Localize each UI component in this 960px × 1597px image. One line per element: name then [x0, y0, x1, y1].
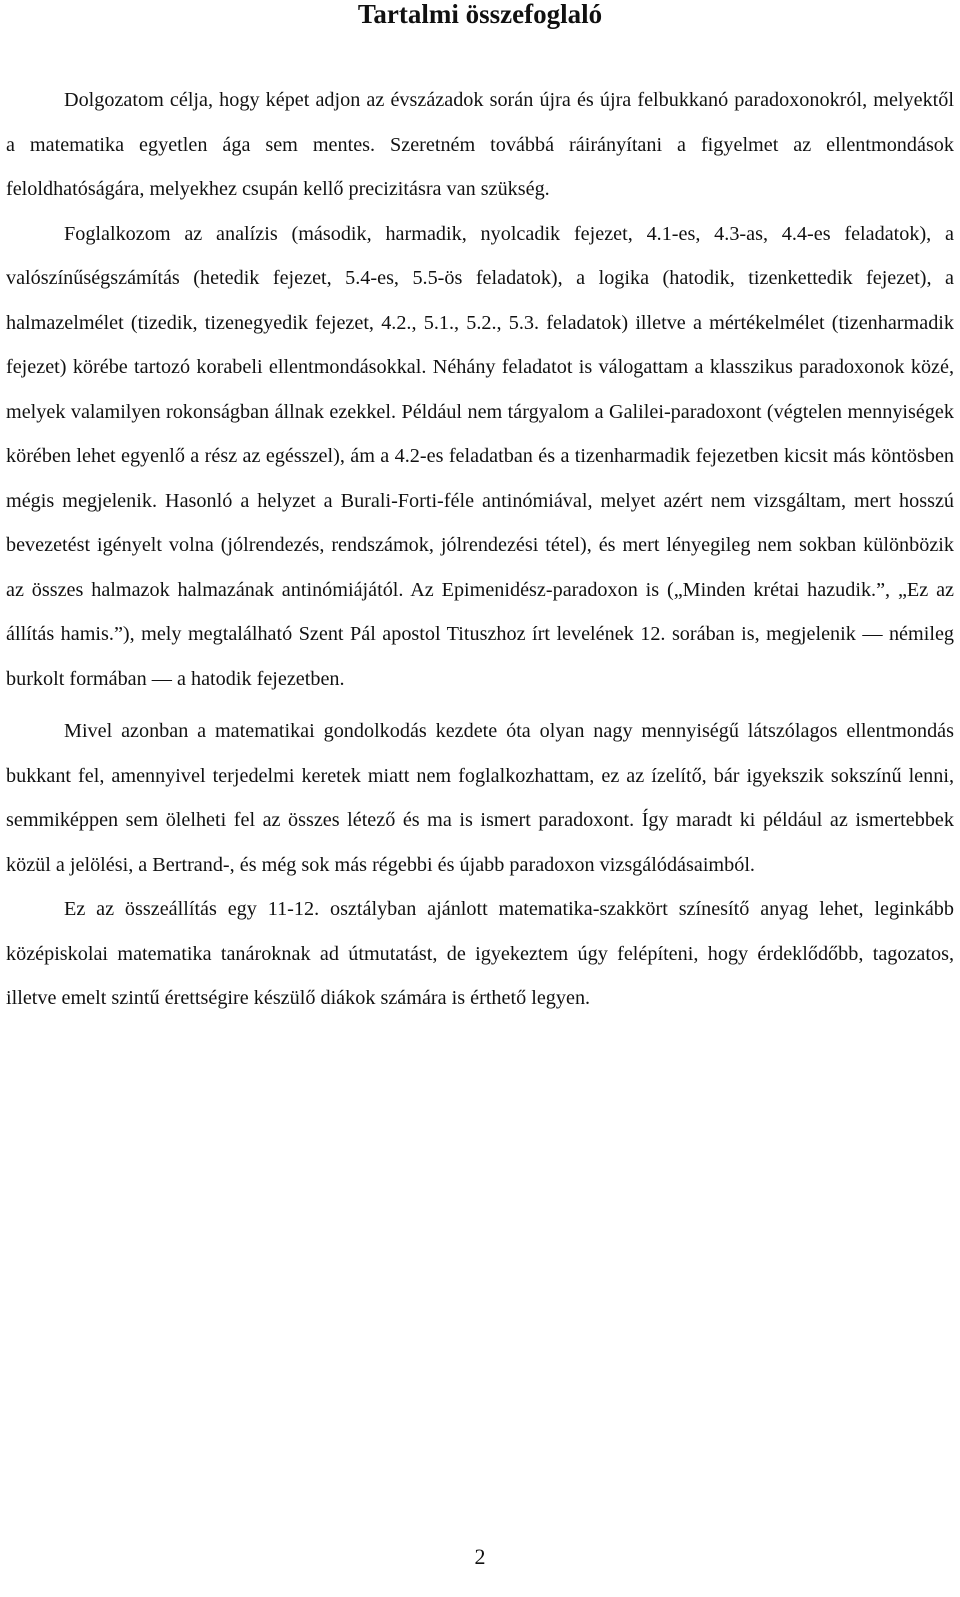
page-number: 2 — [474, 1544, 486, 1569]
paragraph-scope: Mivel azonban a matematikai gondolkodás kezdete óta olyan nagy mennyiségű látszólagos ellentmondás bukkant fel, amennyivel terjedelmi keretek miatt nem foglalkozhattam, ez az ízelítő, bár igyekszik sokszínű lenni, semmiképpen sem ölelheti fel az összes létező és ma is ismert paradoxont. Így maradt ki például az ismertebbek közül a jelölési, a Bertrand-, és még sok más régebbi és újabb paradoxon vizsgálódásaimból. — [6, 720, 954, 876]
paragraph-audience: Ez az összeállítás egy 11-12. osztályban ajánlott matematika-szakkört színesítő anyag lehet, leginkább középiskolai matematika tanároknak ad útmutatást, de igyekeztem úgy felépíteni, hogy érdeklődőbb, tagozatos, illetve emelt szintű érettségire készülő diákok számára is érthető legyen. — [6, 898, 954, 1009]
paragraph-topics: Foglalkozom az analízis (második, harmadik, nyolcadik fejezet, 4.1-es, 4.3-as, 4.4-es feladatok), a valószínűségszámítás (hetedik fejezet, 5.4-es, 5.5-ös feladatok), a logika (hatodik, tizenkettedik fejezet), a halmazelmélet (tizedik, tizenegyedik fejezet, 4.2., 5.1., 5.2., 5.3. feladatok) illetve a mértékelmélet (tizenharmadik fejezet) körébe tartozó korabeli ellentmondásokkal. Néhány feladatot is válogattam a klasszikus paradoxonok közé, melyek valamilyen rokonságban állnak ezekkel. Például nem tárgyalom a Galilei-paradoxont (végtelen mennyiségek körében lehet egyenlő a rész az egésszel), ám a 4.2-es feladatban és a tizenharmadik fejezetben kicsit más köntösben mégis megjelenik. Hasonló a helyzet a Burali-Forti-féle antinómiával, melyet azért nem vizsgáltam, mert hosszú bevezetést igényelt volna (jólrendezés, rendszámok, jólrendezési tétel), és mert lényegileg nem sokban különbözik az összes halmazok halmazának antinómiájától. Az Epimenidész-paradoxon is („Minden krétai hazudik.”, „Ez az állítás hamis.”), mely megtalálható Szent Pál apostol Tituszhoz írt levelének 12. sorában is, megjelenik — némileg burkolt formában — a hatodik fejezetben. — [6, 222, 954, 690]
page-title: Tartalmi összefoglaló — [357, 0, 603, 29]
paragraph-aim: Dolgozatom célja, hogy képet adjon az évszázadok során újra és újra felbukkanó paradoxonokról, melyektől a matematika egyetlen ága sem mentes. Szeretném továbbá ráirányítani a figyelmet az ellentmondások feloldhatóságára, melyekhez csupán kellő precizitásra van szükség. — [6, 89, 954, 200]
body-text — [6, 78, 954, 1021]
